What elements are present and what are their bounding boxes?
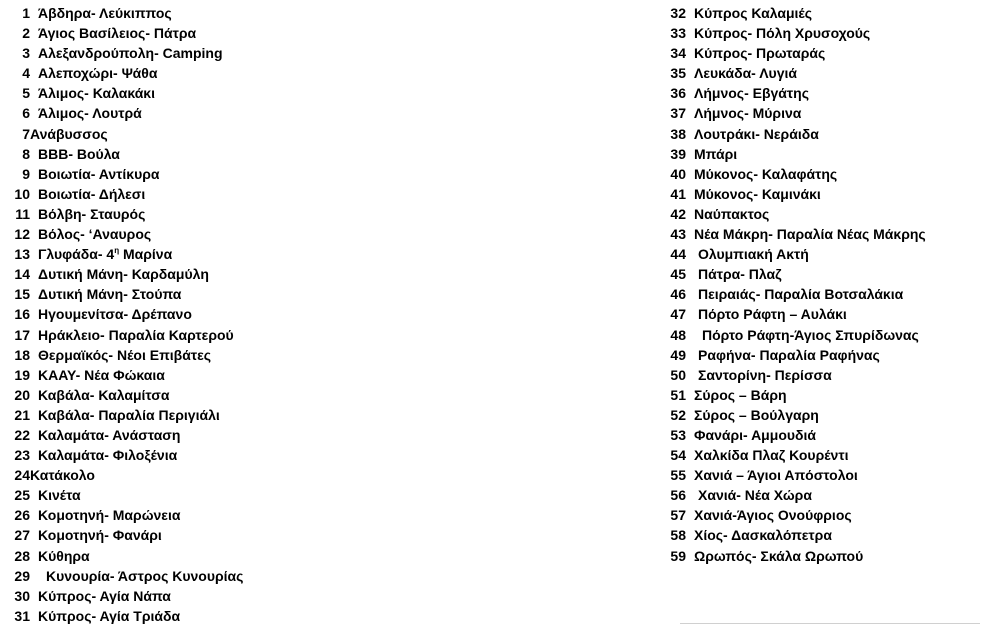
item-number: 56: [670, 487, 686, 504]
item-text: Λήμνος- Μύρινα: [694, 105, 802, 122]
item-text: Δυτική Μάνη- Στούπα: [38, 286, 182, 303]
list-item: [6, 63, 606, 83]
list-item: [6, 23, 606, 43]
list-item: [662, 244, 980, 264]
list-item: [662, 63, 980, 83]
item-text: Αλεξανδρούπολη- Camping: [38, 45, 223, 62]
item-text: Άβδηρα- Λεύκιππος: [38, 5, 172, 21]
item-text: ΒΒΒ- Βούλα: [38, 145, 120, 162]
list-item: [662, 445, 980, 465]
list-item: [662, 264, 980, 284]
list-item: [6, 184, 606, 204]
item-text: ΚΑΑΥ- Νέα Φώκαια: [38, 366, 165, 383]
list-item: [662, 485, 980, 505]
list-item: [6, 405, 606, 425]
item-number: 21: [14, 406, 30, 423]
list-item: [6, 284, 606, 304]
list-item: [6, 103, 606, 123]
item-number: 35: [670, 65, 686, 82]
list-item: [6, 345, 606, 365]
item-number: 14: [14, 266, 30, 283]
item-number: 53: [670, 426, 686, 443]
item-text: Ναύπακτος: [694, 205, 770, 222]
item-text-after: Μαρίνα: [119, 246, 173, 263]
list-item: [6, 606, 606, 626]
list-item: [6, 204, 606, 224]
item-text: Φανάρι- Αμμουδιά: [694, 426, 817, 443]
item-number: 11: [15, 205, 30, 222]
item-number: 59: [670, 547, 686, 564]
right-column-list: [662, 3, 980, 566]
item-text: Βοιωτία- Δήλεσι: [38, 185, 146, 202]
list-item: [662, 546, 980, 566]
item-text: Κύπρος- Πρωταράς: [694, 45, 826, 62]
item-number: 39: [670, 145, 686, 162]
item-text: Χανιά – Άγιοι Απόστολοι: [694, 467, 858, 484]
item-text: Πειραιάς- Παραλία Βοτσαλάκια: [698, 286, 904, 303]
list-item: [662, 425, 980, 445]
list-item: [6, 505, 606, 525]
list-item: [662, 525, 980, 545]
item-text: Πάτρα- Πλαζ: [698, 266, 782, 283]
item-text: Βόλβη- Σταυρός: [38, 205, 146, 222]
item-number: 41: [670, 185, 686, 202]
item-text: Σύρος – Βούλγαρη: [694, 406, 819, 423]
item-number: 10: [14, 185, 30, 202]
list-item: [6, 425, 606, 445]
list-item: [662, 204, 980, 224]
item-text: Άλιμος- Καλακάκι: [38, 85, 155, 102]
item-number: 7: [22, 125, 30, 142]
item-number: 19: [14, 366, 30, 383]
list-item: [6, 304, 606, 324]
item-number: 29: [14, 567, 30, 584]
list-item: [662, 43, 980, 63]
item-number: 38: [670, 125, 686, 142]
item-text: Πόρτο Ράφτη – Αυλάκι: [698, 306, 847, 323]
item-number: 31: [14, 607, 30, 624]
item-text: Κύπρος- Αγία Νάπα: [38, 587, 171, 604]
list-item: [6, 485, 606, 505]
bottom-divider: [680, 623, 980, 624]
list-item: [662, 164, 980, 184]
item-text: Πόρτο Ράφτη-Άγιος Σπυρίδωνας: [702, 326, 919, 343]
item-number: 42: [670, 205, 686, 222]
item-text: Κατάκολο: [30, 467, 95, 484]
list-item: [662, 345, 980, 365]
item-number: 52: [670, 406, 686, 423]
item-number: 13: [14, 246, 30, 263]
item-number: 27: [14, 527, 30, 544]
list-item: [662, 405, 980, 425]
item-text: Κομοτηνή- Φανάρι: [38, 527, 162, 544]
item-number: 6: [22, 105, 30, 122]
item-text: Ηγουμενίτσα- Δρέπανο: [38, 306, 192, 323]
list-item: [6, 325, 606, 345]
list-item: [6, 465, 606, 485]
item-number: 36: [670, 85, 686, 102]
item-number: 8: [22, 145, 30, 162]
list-item: [662, 83, 980, 103]
item-text: Μύκονος- Καλαφάτης: [694, 165, 838, 182]
item-text: Άγιος Βασίλειος- Πάτρα: [38, 25, 197, 42]
item-text: Βόλος- ‘Αναυρος: [38, 226, 152, 243]
item-number: 18: [14, 346, 30, 363]
item-number: 2: [22, 25, 30, 42]
item-number: 55: [670, 467, 686, 484]
item-text: Ωρωπός- Σκάλα Ωρωπού: [694, 547, 864, 564]
item-number: 30: [14, 587, 30, 604]
item-text: Σύρος – Βάρη: [694, 386, 787, 403]
list-item: [6, 586, 606, 606]
item-number: 57: [670, 507, 686, 524]
item-number: 45: [670, 266, 686, 283]
list-item: [6, 445, 606, 465]
item-number: 47: [670, 306, 686, 323]
item-number: 24: [14, 467, 30, 484]
list-item: [6, 144, 606, 164]
item-number: 20: [14, 386, 30, 403]
list-item: [662, 325, 980, 345]
item-number: 49: [670, 346, 686, 363]
item-number: 17: [14, 326, 30, 343]
list-item: [662, 505, 980, 525]
item-text: Κύπρος- Αγία Τριάδα: [38, 607, 181, 624]
item-text: Θερμαϊκός- Νέοι Επιβάτες: [38, 346, 212, 363]
list-item: [662, 304, 980, 324]
item-number: 43: [670, 226, 686, 243]
item-text: Δυτική Μάνη- Καρδαμύλη: [38, 266, 209, 283]
list-item: [6, 385, 606, 405]
item-text: Καβάλα- Καλαμίτσα: [38, 386, 170, 403]
item-number: 16: [14, 306, 30, 323]
left-column-list: [6, 3, 606, 626]
item-text: Κύθηρα: [38, 547, 90, 564]
list-item: [662, 124, 980, 144]
item-text: Ανάβυσσος: [30, 125, 108, 142]
item-text: Ραφήνα- Παραλία Ραφήνας: [698, 346, 880, 363]
item-text: Σαντορίνη- Περίσσα: [698, 366, 832, 383]
item-number: 40: [670, 165, 686, 182]
list-item: [6, 164, 606, 184]
list-item: [6, 566, 606, 586]
item-number: 58: [670, 527, 686, 544]
list-item: [662, 184, 980, 204]
list-item: [662, 144, 980, 164]
list-item: [662, 23, 980, 43]
item-superscript: η: [114, 246, 120, 256]
list-item: [662, 365, 980, 385]
item-text: Κομοτηνή- Μαρώνεια: [38, 507, 181, 524]
item-number: 23: [14, 447, 30, 464]
item-number: 51: [670, 386, 686, 403]
item-text: Καλαμάτα- Ανάσταση: [38, 426, 181, 443]
item-text: Βοιωτία- Αντίκυρα: [38, 165, 160, 182]
item-number: 15: [14, 286, 30, 303]
item-number: 34: [670, 45, 686, 62]
item-text: Νέα Μάκρη- Παραλία Νέας Μάκρης: [694, 226, 926, 243]
item-number: 22: [14, 426, 30, 443]
item-text: Λήμνος- Εβγάτης: [694, 85, 809, 102]
item-number: 25: [14, 487, 30, 504]
list-item: [662, 224, 980, 244]
item-text: Χίος- Δασκαλόπετρα: [694, 527, 832, 544]
item-number: 37: [670, 105, 686, 122]
item-number: 4: [22, 65, 30, 82]
item-number: 12: [14, 226, 30, 243]
item-number: 48: [670, 326, 686, 343]
list-item: [662, 385, 980, 405]
list-item: [6, 525, 606, 545]
list-item: [6, 83, 606, 103]
list-item: [6, 546, 606, 566]
item-text: Κυνουρία- Άστρος Κυνουρίας: [46, 567, 244, 584]
list-item: [662, 103, 980, 123]
item-text: Χανιά- Νέα Χώρα: [698, 487, 812, 504]
item-number: 1: [22, 5, 30, 21]
list-item: [6, 124, 606, 144]
list-item: [662, 3, 980, 23]
item-number: 54: [670, 447, 686, 464]
item-text: Καλαμάτα- Φιλοξένια: [38, 447, 178, 464]
item-text: Γλυφάδα- 4: [38, 246, 115, 263]
item-text: Λευκάδα- Λυγιά: [694, 65, 797, 82]
list-item: [662, 465, 980, 485]
item-number: 32: [670, 5, 686, 21]
item-number: 9: [22, 165, 30, 182]
item-text: Κινέτα: [38, 487, 81, 504]
item-number: 5: [22, 85, 30, 102]
item-number: 26: [14, 507, 30, 524]
item-text: Μύκονος- Καμινάκι: [694, 185, 821, 202]
item-number: 28: [14, 547, 30, 564]
list-item: [6, 224, 606, 244]
item-text: Κύπρος Καλαμιές: [694, 5, 813, 21]
item-text: Ηράκλειο- Παραλία Καρτερού: [38, 326, 234, 343]
item-number: 44: [670, 246, 686, 263]
item-text: Λουτράκι- Νεράιδα: [694, 125, 819, 142]
item-text: Ολυμπιακή Ακτή: [698, 246, 809, 263]
list-item: [6, 3, 606, 23]
list-item: [6, 43, 606, 63]
list-item: [6, 244, 606, 264]
item-number: 50: [670, 366, 686, 383]
item-text: Μπάρι: [694, 145, 738, 162]
list-item: [6, 264, 606, 284]
item-text: Καβάλα- Παραλία Περιγιάλι: [38, 406, 220, 423]
item-text: Χαλκίδα Πλαζ Κουρέντι: [694, 447, 849, 464]
item-number: 46: [670, 286, 686, 303]
item-number: 3: [22, 45, 30, 62]
item-text: Αλεποχώρι- Ψάθα: [38, 65, 158, 82]
list-item: [662, 284, 980, 304]
item-text: Κύπρος- Πόλη Χρυσοχούς: [694, 25, 871, 42]
item-number: 33: [670, 25, 686, 42]
list-item: [6, 365, 606, 385]
item-text: Άλιμος- Λουτρά: [38, 105, 142, 122]
item-text: Χανιά-Άγιος Ονούφριος: [694, 507, 852, 524]
